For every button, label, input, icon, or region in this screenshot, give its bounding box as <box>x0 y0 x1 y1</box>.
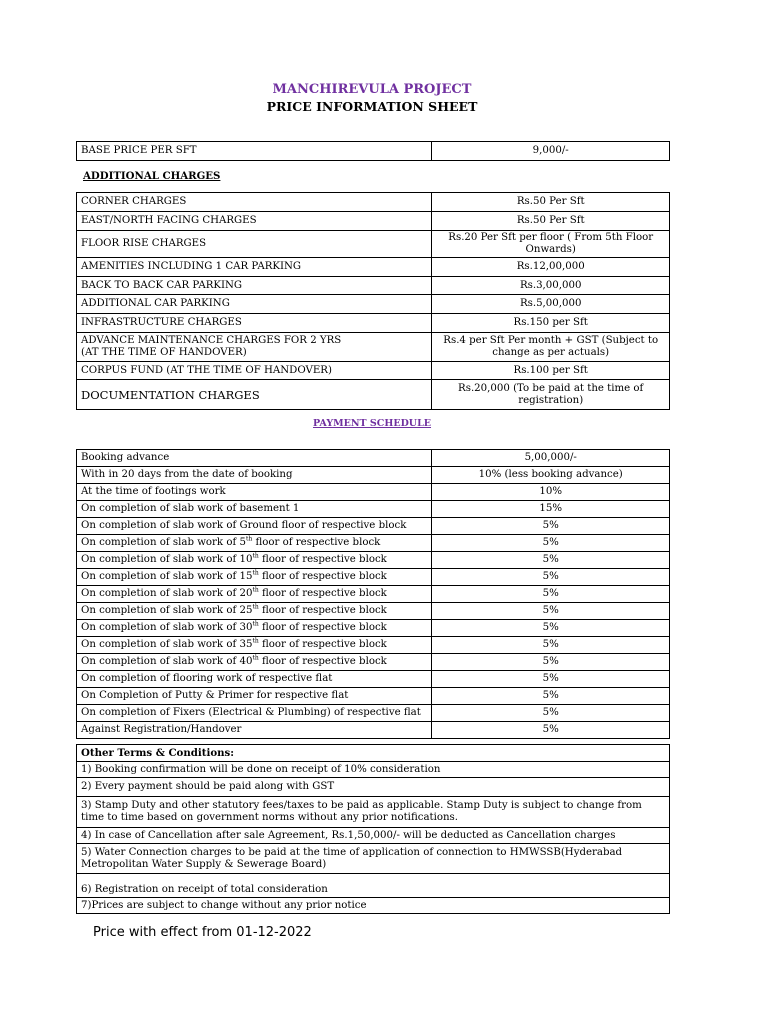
table-row <box>77 762 670 778</box>
charge-value: Rs.4 per Sft Per month + GST (Subject to change as per actuals) <box>432 333 670 362</box>
table-row <box>77 212 670 231</box>
ordinal-suffix: th <box>252 552 259 560</box>
table-row <box>77 518 670 535</box>
terms-heading: Other Terms & Conditions: <box>77 745 670 762</box>
table-row <box>77 501 670 518</box>
milestone-text: floor of respective block <box>258 571 387 582</box>
effective-date-note: Price with effect from 01-12-2022 <box>93 925 312 940</box>
sheet-title: PRICE INFORMATION SHEET <box>266 99 478 114</box>
term-item: 5) Water Connection charges to be paid at the time of application of connection to HMWSSB(Hyderabad Metropolitan Water Supply & Sewerage Board) <box>77 844 670 874</box>
charge-label: DOCUMENTATION CHARGES <box>77 380 432 410</box>
table-row <box>77 874 670 898</box>
charge-label: CORPUS FUND (AT THE TIME OF HANDOVER) <box>77 362 432 380</box>
schedule-amount: 5% <box>432 637 670 654</box>
ordinal-suffix: th <box>245 535 253 543</box>
table-row <box>77 797 670 828</box>
terms-table <box>76 744 670 914</box>
schedule-milestone <box>77 552 432 569</box>
charge-value: Rs.12,00,000 <box>432 258 670 277</box>
additional-charges-heading: ADDITIONAL CHARGES <box>83 170 221 182</box>
table-row <box>77 688 670 705</box>
milestone-text: On completion of slab work of 40 <box>81 656 253 667</box>
table-row <box>77 295 670 314</box>
table-row <box>77 277 670 295</box>
charge-label: CORNER CHARGES <box>77 193 432 212</box>
table-row <box>77 778 670 797</box>
table-row <box>77 654 670 671</box>
schedule-amount: 10% (less booking advance) <box>432 467 670 484</box>
milestone-text: On completion of slab work of 30 <box>81 622 253 633</box>
ordinal-suffix: th <box>252 586 259 594</box>
schedule-amount: 5% <box>432 654 670 671</box>
charge-value: Rs.100 per Sft <box>432 362 670 380</box>
schedule-amount: 5,00,000/- <box>432 450 670 467</box>
table-row <box>77 828 670 844</box>
table-row <box>77 484 670 501</box>
table-row <box>77 193 670 212</box>
additional-charges-table <box>76 192 670 410</box>
table-row <box>77 258 670 277</box>
milestone-text: floor of respective block <box>258 656 387 667</box>
charge-value: Rs.20,000 (To be paid at the time of registration) <box>432 380 670 410</box>
milestone-text: On completion of slab work of 5 <box>81 537 246 548</box>
charge-value: Rs.20 Per Sft per floor ( From 5th Floor Onwards) <box>432 231 670 258</box>
milestone-text: On completion of slab work of 25 <box>81 605 253 616</box>
schedule-milestone: On completion of Fixers (Electrical & Plumbing) of respective flat <box>77 705 432 722</box>
schedule-milestone: On completion of flooring work of respective flat <box>77 671 432 688</box>
schedule-milestone: On Completion of Putty & Primer for respective flat <box>77 688 432 705</box>
schedule-milestone <box>77 620 432 637</box>
table-row <box>77 535 670 552</box>
term-item: 4) In case of Cancellation after sale Agreement, Rs.1,50,000/- will be deducted as Cancellation charges <box>77 828 670 844</box>
table-row <box>77 705 670 722</box>
term-item: 2) Every payment should be paid along with GST <box>77 778 670 797</box>
schedule-milestone: Booking advance <box>77 450 432 467</box>
term-item: 3) Stamp Duty and other statutory fees/taxes to be paid as applicable. Stamp Duty is subject to change from time to time based on government norms without any prior notifications. <box>77 797 670 828</box>
schedule-amount: 5% <box>432 671 670 688</box>
schedule-milestone <box>77 637 432 654</box>
table-row <box>77 722 670 739</box>
ordinal-suffix: th <box>252 569 259 577</box>
charge-label: BACK TO BACK CAR PARKING <box>77 277 432 295</box>
schedule-milestone <box>77 535 432 552</box>
schedule-amount: 5% <box>432 569 670 586</box>
table-row <box>77 620 670 637</box>
charge-label: FLOOR RISE CHARGES <box>77 231 432 258</box>
charge-value: Rs.150 per Sft <box>432 314 670 333</box>
ordinal-suffix: th <box>252 654 259 662</box>
schedule-milestone: On completion of slab work of basement 1 <box>77 501 432 518</box>
milestone-text: On completion of slab work of 10 <box>81 554 253 565</box>
base-price-label: BASE PRICE PER SFT <box>77 142 432 161</box>
project-title: MANCHIREVULA PROJECT <box>272 82 472 97</box>
schedule-amount: 5% <box>432 688 670 705</box>
table-row <box>77 898 670 914</box>
schedule-amount: 5% <box>432 586 670 603</box>
table-row <box>77 603 670 620</box>
schedule-milestone: On completion of slab work of Ground floor of respective block <box>77 518 432 535</box>
table-row <box>77 362 670 380</box>
base-price-value: 9,000/- <box>432 142 670 161</box>
charge-label <box>77 333 432 362</box>
table-row <box>77 231 670 258</box>
table-row <box>77 745 670 762</box>
ordinal-suffix: th <box>252 603 259 611</box>
milestone-text: floor of respective block <box>258 605 387 616</box>
term-item: 1) Booking confirmation will be done on receipt of 10% consideration <box>77 762 670 778</box>
schedule-milestone <box>77 603 432 620</box>
payment-schedule-table <box>76 449 670 739</box>
ordinal-suffix: th <box>252 620 259 628</box>
schedule-milestone <box>77 654 432 671</box>
table-row <box>77 671 670 688</box>
schedule-milestone <box>77 569 432 586</box>
table-row <box>77 314 670 333</box>
base-price-table <box>76 141 670 161</box>
table-row <box>77 637 670 654</box>
schedule-amount: 5% <box>432 552 670 569</box>
term-item: 7)Prices are subject to change without any prior notice <box>77 898 670 914</box>
schedule-amount: 5% <box>432 603 670 620</box>
charge-value: Rs.3,00,000 <box>432 277 670 295</box>
charge-label: EAST/NORTH FACING CHARGES <box>77 212 432 231</box>
charge-value: Rs.50 Per Sft <box>432 212 670 231</box>
charge-label: INFRASTRUCTURE CHARGES <box>77 314 432 333</box>
milestone-text: On completion of slab work of 35 <box>81 639 253 650</box>
table-row <box>77 380 670 410</box>
schedule-amount: 10% <box>432 484 670 501</box>
schedule-milestone: At the time of footings work <box>77 484 432 501</box>
schedule-amount: 5% <box>432 722 670 739</box>
table-row <box>77 844 670 874</box>
payment-schedule-heading: PAYMENT SCHEDULE <box>312 418 432 429</box>
table-row <box>77 142 670 161</box>
ordinal-suffix: th <box>252 637 259 645</box>
table-row <box>77 467 670 484</box>
schedule-milestone: Against Registration/Handover <box>77 722 432 739</box>
milestone-text: floor of respective block <box>252 537 381 548</box>
milestone-text: floor of respective block <box>258 588 387 599</box>
milestone-text: On completion of slab work of 15 <box>81 571 253 582</box>
schedule-amount: 15% <box>432 501 670 518</box>
milestone-text: floor of respective block <box>258 554 387 565</box>
schedule-amount: 5% <box>432 518 670 535</box>
table-row <box>77 552 670 569</box>
schedule-milestone <box>77 586 432 603</box>
schedule-amount: 5% <box>432 535 670 552</box>
table-row <box>77 569 670 586</box>
schedule-amount: 5% <box>432 620 670 637</box>
table-row <box>77 586 670 603</box>
charge-label: ADDITIONAL CAR PARKING <box>77 295 432 314</box>
table-row <box>77 333 670 362</box>
milestone-text: floor of respective block <box>258 639 387 650</box>
charge-label-line-1: ADVANCE MAINTENANCE CHARGES FOR 2 YRS <box>81 335 342 346</box>
charge-value: Rs.50 Per Sft <box>432 193 670 212</box>
charge-label: AMENITIES INCLUDING 1 CAR PARKING <box>77 258 432 277</box>
term-item: 6) Registration on receipt of total consideration <box>77 874 670 898</box>
milestone-text: On completion of slab work of 20 <box>81 588 253 599</box>
schedule-amount: 5% <box>432 705 670 722</box>
table-row <box>77 450 670 467</box>
charge-value: Rs.5,00,000 <box>432 295 670 314</box>
charge-label-line-2: (AT THE TIME OF HANDOVER) <box>81 347 247 358</box>
milestone-text: floor of respective block <box>258 622 387 633</box>
schedule-milestone: With in 20 days from the date of booking <box>77 467 432 484</box>
